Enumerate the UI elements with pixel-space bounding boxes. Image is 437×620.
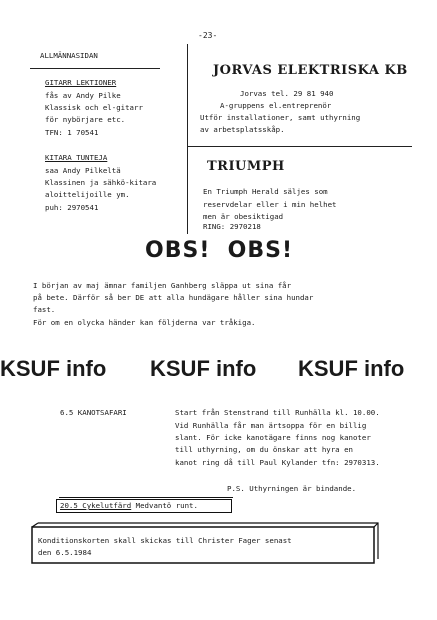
ad-line: A-gruppens el.entreprenör <box>220 101 332 110</box>
section-header: ALLMÄNNASIDAN <box>40 51 98 60</box>
ad-phone: TFN: 1 70541 <box>45 128 99 137</box>
ksuf-info-heading: KSUF info <box>298 356 405 381</box>
ad-line: Utför installationer, samt uthyrning <box>200 113 361 122</box>
ad-line: reservdelar eller i min helhet <box>203 200 337 209</box>
obs-heading: OBS! OBS! <box>145 238 294 263</box>
ad-title: KITARA TUNTEJA <box>45 153 108 162</box>
event-label <box>60 407 127 418</box>
ad-line: fås av Andy Pilke <box>45 91 121 100</box>
event-label <box>60 500 198 511</box>
event-line: slant. För icke kanotägare finns nog kanoter <box>175 433 371 442</box>
event-line: Start från Stenstrand till Runhälla kl. 10.00. <box>175 408 380 417</box>
notice-line: Konditionskorten skall skickas till Christer Fager senast <box>38 536 292 545</box>
ad-title: GITARR LEKTIONER <box>45 78 117 87</box>
ad-line: Klassisk och el-gitarr <box>45 103 143 112</box>
ad-title: TRIUMPH <box>207 159 285 174</box>
divider <box>30 68 160 69</box>
notice-line: För om en olycka händer kan följderna var tråkiga. <box>33 318 256 327</box>
event-note: P.S. Uthyrningen är bindande. <box>227 484 357 493</box>
ksuf-info-heading: KSUF info <box>150 356 257 381</box>
ad-line: men är obesiktigad <box>203 212 284 221</box>
page-number: -23- <box>198 31 218 40</box>
notice-line: den 6.5.1984 <box>38 548 92 557</box>
ad-title: JORVAS ELEKTRISKA KB <box>213 63 408 78</box>
box-shadow-edge <box>59 497 233 499</box>
ad-line: av arbetsplatsskåp. <box>200 125 285 134</box>
ad-line: En Triumph Herald säljes som <box>203 187 328 196</box>
event-line: Vid Runhälla får man ärtsoppa för en billig <box>175 421 367 430</box>
divider <box>187 146 412 147</box>
ad-phone: puh: 2970541 <box>45 203 99 212</box>
divider <box>187 44 188 234</box>
ad-line: Klassinen ja sähkö-kitara <box>45 178 157 187</box>
ad-phone: Jorvas tel. 29 81 940 <box>240 89 334 98</box>
event-line: kanot ring då till Paul Kylander tfn: 2970313. <box>175 458 380 467</box>
event-date-title: 20.5 Cykelutfärd <box>60 501 132 510</box>
ad-line: aloittelijoille ym. <box>45 190 130 199</box>
notice-line: I början av maj ämnar familjen Ganhberg släppa ut sina får <box>33 281 292 290</box>
event-line: till uthyrning, om du önskar att hyra en <box>175 445 353 454</box>
notice-line: fast. <box>33 305 56 314</box>
event-text: Medvantö runt. <box>135 501 198 510</box>
ad-phone: RING: 2970218 <box>203 222 261 231</box>
notice-line: på bete. Därför så ber DE att alla hundägare håller sina hundar <box>33 293 314 302</box>
event-date-title: 6.5 KANOTSAFARI <box>60 408 127 417</box>
ksuf-info-heading: KSUF info <box>0 356 107 381</box>
ad-line: saa Andy Pilkeltä <box>45 166 121 175</box>
ad-line: för nybörjare etc. <box>45 115 126 124</box>
